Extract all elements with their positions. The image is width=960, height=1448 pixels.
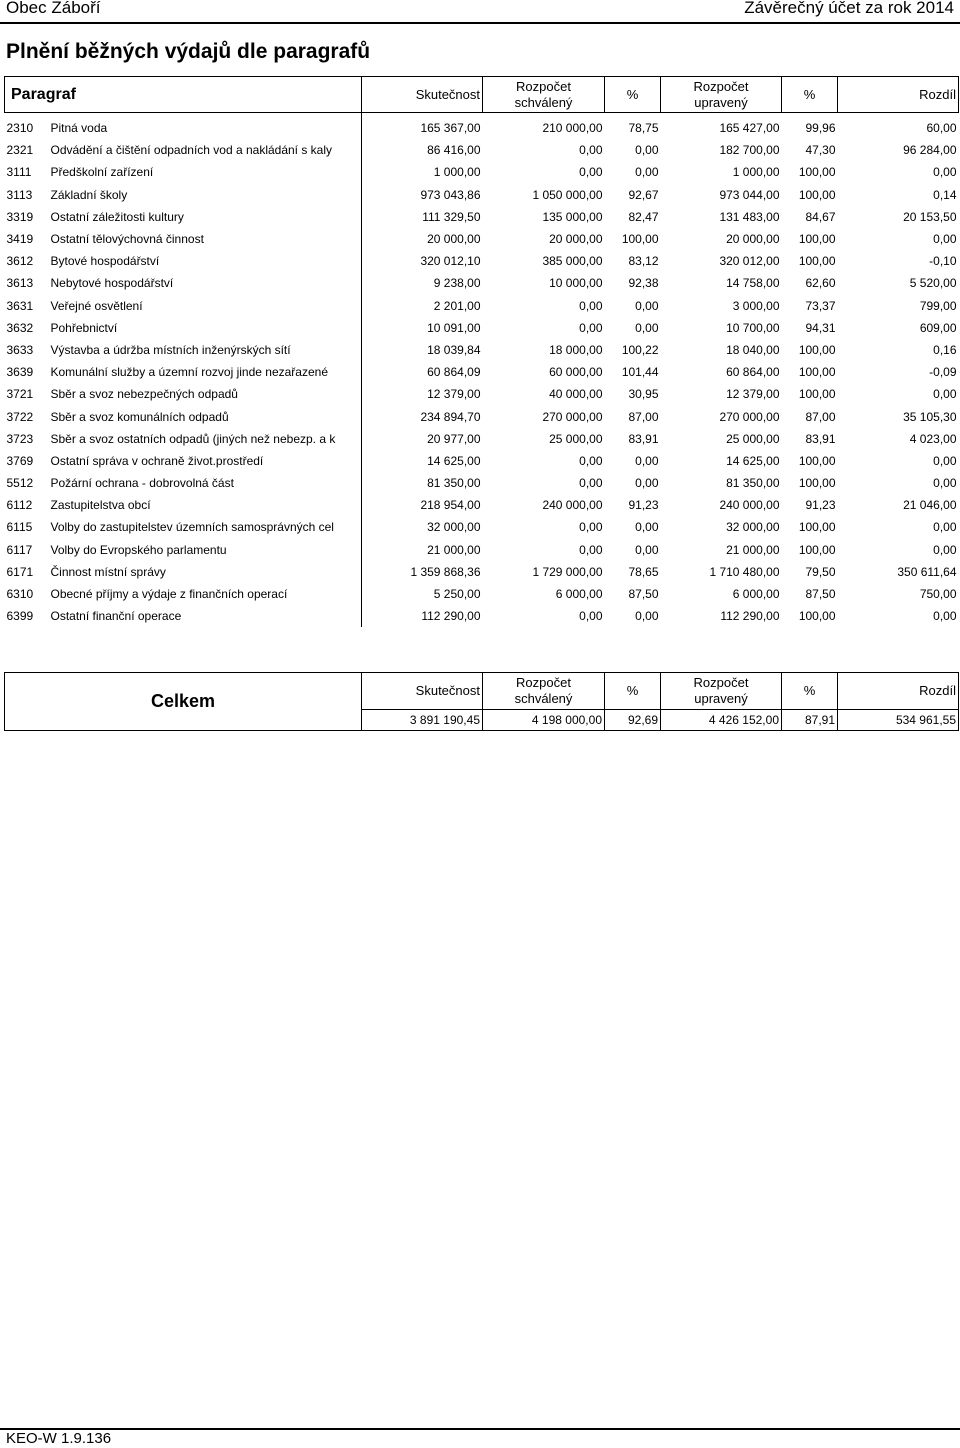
row-code: 6115 xyxy=(6,520,33,535)
row-pct1: 0,00 xyxy=(635,165,659,180)
row-rozdil: -0,09 xyxy=(929,365,957,380)
row-skutecnost: 9 238,00 xyxy=(433,276,481,291)
row-pct1: 83,91 xyxy=(628,431,659,446)
row-upraveny: 60 864,00 xyxy=(726,365,780,380)
row-rozdil: 0,00 xyxy=(933,520,957,535)
row-skutecnost: 165 367,00 xyxy=(420,121,481,136)
row-upraveny: 1 710 480,00 xyxy=(709,564,780,579)
row-rozdil: 96 284,00 xyxy=(903,143,957,158)
row-name: Činnost místní správy xyxy=(49,561,362,583)
table-row xyxy=(5,295,959,317)
row-pct2: 100,00 xyxy=(798,453,836,468)
table-row xyxy=(5,428,959,450)
table-row xyxy=(5,184,959,206)
row-pct2: 100,00 xyxy=(798,542,836,557)
row-upraveny: 21 000,00 xyxy=(726,542,780,557)
row-name: Základní školy xyxy=(49,184,362,206)
row-upraveny: 973 044,00 xyxy=(719,187,780,202)
row-skutecnost: 12 379,00 xyxy=(427,387,481,402)
row-pct2: 62,60 xyxy=(805,276,836,291)
col-skutecnost: Skutečnost xyxy=(362,77,483,113)
row-code: 3613 xyxy=(6,276,34,291)
table-header-row xyxy=(5,77,959,113)
row-pct2: 94,31 xyxy=(805,320,836,335)
row-pct1: 82,47 xyxy=(628,209,659,224)
totals-label: Celkem xyxy=(5,673,362,731)
row-name: Požární ochrana - dobrovolná část xyxy=(49,472,362,494)
row-code: 6112 xyxy=(6,498,33,513)
row-code: 3639 xyxy=(6,365,34,380)
row-pct2: 100,00 xyxy=(798,232,836,247)
row-rozdil: 0,00 xyxy=(933,609,957,624)
row-code: 6171 xyxy=(6,564,34,579)
row-pct2: 100,00 xyxy=(798,387,836,402)
row-rozdil: 21 046,00 xyxy=(903,498,957,513)
table-row xyxy=(5,139,959,161)
row-pct2: 99,96 xyxy=(805,121,836,136)
row-schvaleny: 270 000,00 xyxy=(542,409,603,424)
row-pct1: 0,00 xyxy=(635,520,659,535)
row-skutecnost: 1 000,00 xyxy=(433,165,481,180)
row-pct2: 91,23 xyxy=(805,498,836,513)
row-upraveny: 25 000,00 xyxy=(726,431,780,446)
row-code: 5512 xyxy=(6,476,34,491)
table-row xyxy=(5,450,959,472)
row-rozdil: 0,16 xyxy=(933,342,957,357)
row-upraveny: 1 000,00 xyxy=(732,165,780,180)
row-skutecnost: 2 201,00 xyxy=(433,298,481,313)
row-code: 3113 xyxy=(6,187,33,202)
row-schvaleny: 385 000,00 xyxy=(542,254,603,269)
expenditure-table xyxy=(4,76,959,627)
row-pct1: 91,23 xyxy=(628,498,659,513)
report-title: Závěrečný účet za rok 2014 xyxy=(744,0,954,17)
table-row xyxy=(5,405,959,427)
col-rozpocet-upraveny: Rozpočet upravený xyxy=(661,77,782,113)
row-schvaleny: 0,00 xyxy=(579,453,603,468)
row-pct2: 73,37 xyxy=(805,298,836,313)
table-body xyxy=(5,113,959,628)
row-name: Veřejné osvětlení xyxy=(49,295,362,317)
row-upraveny: 165 427,00 xyxy=(719,121,780,136)
col-rozpocet-schvaleny: Rozpočet schválený xyxy=(483,77,605,113)
row-rozdil: 750,00 xyxy=(919,587,957,602)
row-pct2: 100,00 xyxy=(798,165,836,180)
row-rozdil: 0,14 xyxy=(933,187,957,202)
row-skutecnost: 81 350,00 xyxy=(427,476,481,491)
row-rozdil: 799,00 xyxy=(919,298,957,313)
row-name: Nebytové hospodářství xyxy=(49,272,362,294)
row-rozdil: 0,00 xyxy=(933,387,957,402)
page-title: Plnění běžných výdajů dle paragrafů xyxy=(6,40,371,63)
row-schvaleny: 0,00 xyxy=(579,298,603,313)
table-row xyxy=(5,583,959,605)
row-schvaleny: 0,00 xyxy=(579,143,603,158)
header-divider xyxy=(0,22,960,24)
totals-col-pct1: % xyxy=(605,673,661,710)
row-name: Ostatní správa v ochraně život.prostředí xyxy=(49,450,362,472)
totals-col-rozdil: Rozdíl xyxy=(838,673,959,710)
row-skutecnost: 20 000,00 xyxy=(427,232,481,247)
row-skutecnost: 21 000,00 xyxy=(427,542,481,557)
row-code: 3633 xyxy=(6,342,34,357)
row-schvaleny: 40 000,00 xyxy=(549,387,603,402)
row-pct1: 0,00 xyxy=(635,320,659,335)
row-pct2: 87,00 xyxy=(805,409,836,424)
row-upraveny: 14 758,00 xyxy=(726,276,780,291)
row-pct1: 0,00 xyxy=(635,542,659,557)
row-pct1: 0,00 xyxy=(635,453,659,468)
row-upraveny: 20 000,00 xyxy=(726,232,780,247)
row-upraveny: 81 350,00 xyxy=(726,476,780,491)
col-paragraf: Paragraf xyxy=(5,77,362,113)
row-schvaleny: 1 050 000,00 xyxy=(532,187,603,202)
row-schvaleny: 0,00 xyxy=(579,542,603,557)
table-row xyxy=(5,317,959,339)
row-pct1: 78,65 xyxy=(628,564,659,579)
row-pct1: 78,75 xyxy=(628,121,659,136)
table-row xyxy=(5,561,959,583)
row-pct1: 87,50 xyxy=(628,587,659,602)
row-name: Ostatní tělovýchovná činnost xyxy=(49,228,362,250)
col-pct2: % xyxy=(782,77,838,113)
total-upraveny: 4 426 152,00 xyxy=(661,710,782,731)
row-skutecnost: 32 000,00 xyxy=(427,520,481,535)
row-pct1: 100,00 xyxy=(621,232,659,247)
table-row xyxy=(5,539,959,561)
table-row xyxy=(5,383,959,405)
row-code: 6117 xyxy=(6,542,33,557)
row-pct2: 100,00 xyxy=(798,476,836,491)
row-schvaleny: 0,00 xyxy=(579,476,603,491)
row-schvaleny: 20 000,00 xyxy=(549,232,603,247)
row-schvaleny: 0,00 xyxy=(579,609,603,624)
row-upraveny: 240 000,00 xyxy=(719,498,780,513)
table-row xyxy=(5,272,959,294)
row-skutecnost: 10 091,00 xyxy=(427,320,481,335)
municipality-name: Obec Záboří xyxy=(6,0,101,17)
row-name: Sběr a svoz nebezpečných odpadů xyxy=(49,383,362,405)
row-name: Odvádění a čištění odpadních vod a nakládání s kaly xyxy=(49,139,362,161)
row-rozdil: 35 105,30 xyxy=(903,409,957,424)
totals-col-rozpocet-upraveny: Rozpočet upravený xyxy=(661,673,782,710)
row-upraveny: 10 700,00 xyxy=(726,320,780,335)
row-pct1: 87,00 xyxy=(628,409,659,424)
row-skutecnost: 20 977,00 xyxy=(427,431,481,446)
row-upraveny: 12 379,00 xyxy=(726,387,780,402)
row-pct1: 101,44 xyxy=(621,365,659,380)
table-row xyxy=(5,161,959,183)
row-skutecnost: 18 039,84 xyxy=(427,342,481,357)
row-pct1: 0,00 xyxy=(635,298,659,313)
row-skutecnost: 973 043,86 xyxy=(420,187,481,202)
row-schvaleny: 6 000,00 xyxy=(555,587,603,602)
row-schvaleny: 0,00 xyxy=(579,520,603,535)
table-row xyxy=(5,250,959,272)
row-skutecnost: 1 359 868,36 xyxy=(410,564,481,579)
row-code: 3612 xyxy=(6,254,34,269)
row-skutecnost: 14 625,00 xyxy=(427,453,481,468)
row-name: Pohřebnictví xyxy=(49,317,362,339)
row-skutecnost: 218 954,00 xyxy=(420,498,481,513)
row-pct1: 0,00 xyxy=(635,476,659,491)
row-rozdil: -0,10 xyxy=(929,254,957,269)
row-name: Komunální služby a územní rozvoj jinde nezařazené xyxy=(49,361,362,383)
row-pct2: 79,50 xyxy=(805,564,836,579)
row-code: 2321 xyxy=(6,143,34,158)
table-row xyxy=(5,605,959,627)
row-schvaleny: 240 000,00 xyxy=(542,498,603,513)
row-upraveny: 14 625,00 xyxy=(726,453,780,468)
row-pct2: 84,67 xyxy=(805,209,836,224)
row-skutecnost: 86 416,00 xyxy=(427,143,481,158)
row-rozdil: 0,00 xyxy=(933,453,957,468)
row-pct2: 87,50 xyxy=(805,587,836,602)
col-pct1: % xyxy=(605,77,661,113)
total-schvaleny: 4 198 000,00 xyxy=(483,710,605,731)
row-upraveny: 18 040,00 xyxy=(726,342,780,357)
row-rozdil: 350 611,64 xyxy=(897,564,957,579)
row-code: 3722 xyxy=(6,409,34,424)
row-rozdil: 0,00 xyxy=(933,232,957,247)
row-upraveny: 182 700,00 xyxy=(719,143,780,158)
row-upraveny: 320 012,00 xyxy=(719,254,780,269)
table-row xyxy=(5,228,959,250)
totals-table xyxy=(4,672,959,731)
row-pct2: 83,91 xyxy=(805,431,836,446)
row-name: Zastupitelstva obcí xyxy=(49,494,362,516)
row-skutecnost: 234 894,70 xyxy=(420,409,481,424)
row-pct2: 100,00 xyxy=(798,254,836,269)
row-pct2: 100,00 xyxy=(798,342,836,357)
row-schvaleny: 60 000,00 xyxy=(549,365,603,380)
totals-col-rozpocet-schvaleny: Rozpočet schválený xyxy=(483,673,605,710)
row-rozdil: 0,00 xyxy=(933,476,957,491)
row-pct2: 100,00 xyxy=(798,365,836,380)
row-pct2: 100,00 xyxy=(798,520,836,535)
row-name: Bytové hospodářství xyxy=(49,250,362,272)
row-pct2: 100,00 xyxy=(798,187,836,202)
totals-col-pct2: % xyxy=(782,673,838,710)
total-pct2: 87,91 xyxy=(782,710,838,731)
row-skutecnost: 60 864,09 xyxy=(427,365,481,380)
row-schvaleny: 18 000,00 xyxy=(549,342,603,357)
row-skutecnost: 320 012,10 xyxy=(420,254,481,269)
row-rozdil: 5 520,00 xyxy=(909,276,957,291)
row-schvaleny: 0,00 xyxy=(579,165,603,180)
row-schvaleny: 25 000,00 xyxy=(549,431,603,446)
row-name: Ostatní záležitosti kultury xyxy=(49,206,362,228)
footer-divider xyxy=(0,1428,960,1430)
row-schvaleny: 135 000,00 xyxy=(542,209,603,224)
table-row xyxy=(5,361,959,383)
total-rozdil: 534 961,55 xyxy=(838,710,959,731)
row-skutecnost: 5 250,00 xyxy=(433,587,481,602)
row-pct2: 47,30 xyxy=(805,143,836,158)
row-code: 3419 xyxy=(6,232,34,247)
row-name: Výstavba a údržba místních inženýrských sítí xyxy=(49,339,362,361)
row-code: 3721 xyxy=(6,387,34,402)
row-pct1: 30,95 xyxy=(628,387,659,402)
row-code: 6399 xyxy=(6,609,34,624)
row-upraveny: 32 000,00 xyxy=(726,520,780,535)
row-schvaleny: 210 000,00 xyxy=(542,121,603,136)
col-rozdil: Rozdíl xyxy=(838,77,959,113)
row-code: 3631 xyxy=(6,298,34,313)
row-schvaleny: 1 729 000,00 xyxy=(532,564,603,579)
row-upraveny: 6 000,00 xyxy=(732,587,780,602)
row-schvaleny: 10 000,00 xyxy=(549,276,603,291)
row-rozdil: 20 153,50 xyxy=(903,209,957,224)
table-row xyxy=(5,494,959,516)
table-row xyxy=(5,472,959,494)
row-pct1: 0,00 xyxy=(635,143,659,158)
row-skutecnost: 111 329,50 xyxy=(422,209,481,224)
row-schvaleny: 0,00 xyxy=(579,320,603,335)
table-row xyxy=(5,339,959,361)
row-code: 3319 xyxy=(6,209,34,224)
row-rozdil: 4 023,00 xyxy=(909,431,957,446)
row-pct1: 0,00 xyxy=(635,609,659,624)
row-name: Pitná voda xyxy=(49,113,362,140)
row-rozdil: 60,00 xyxy=(926,121,957,136)
table-row xyxy=(5,206,959,228)
row-pct2: 100,00 xyxy=(798,609,836,624)
row-upraveny: 270 000,00 xyxy=(719,409,780,424)
table-row xyxy=(5,113,959,140)
totals-col-skutecnost: Skutečnost xyxy=(362,673,483,710)
row-upraveny: 112 290,00 xyxy=(720,609,780,624)
row-name: Ostatní finanční operace xyxy=(49,605,362,627)
row-pct1: 100,22 xyxy=(621,342,659,357)
total-skutecnost: 3 891 190,45 xyxy=(362,710,483,731)
row-rozdil: 0,00 xyxy=(933,542,957,557)
row-code: 3111 xyxy=(6,165,32,180)
row-skutecnost: 112 290,00 xyxy=(421,609,481,624)
row-code: 3632 xyxy=(6,320,34,335)
row-pct1: 83,12 xyxy=(628,254,659,269)
row-rozdil: 609,00 xyxy=(919,320,957,335)
row-code: 3723 xyxy=(6,431,34,446)
row-pct1: 92,38 xyxy=(628,276,659,291)
row-pct1: 92,67 xyxy=(628,187,659,202)
row-name: Sběr a svoz komunálních odpadů xyxy=(49,405,362,427)
row-name: Volby do Evropského parlamentu xyxy=(49,539,362,561)
row-name: Volby do zastupitelstev územních samosprávných cel xyxy=(49,516,362,538)
row-name: Předškolní zařízení xyxy=(49,161,362,183)
row-code: 2310 xyxy=(6,121,34,136)
row-code: 6310 xyxy=(6,587,34,602)
row-upraveny: 131 483,00 xyxy=(719,209,780,224)
table-row xyxy=(5,516,959,538)
total-pct1: 92,69 xyxy=(605,710,661,731)
row-code: 3769 xyxy=(6,453,34,468)
row-rozdil: 0,00 xyxy=(933,165,957,180)
row-upraveny: 3 000,00 xyxy=(732,298,780,313)
row-name: Obecné příjmy a výdaje z finančních operací xyxy=(49,583,362,605)
row-name: Sběr a svoz ostatních odpadů (jiných než nebezp. a k xyxy=(49,428,362,450)
footer-version: KEO-W 1.9.136 xyxy=(6,1430,112,1447)
